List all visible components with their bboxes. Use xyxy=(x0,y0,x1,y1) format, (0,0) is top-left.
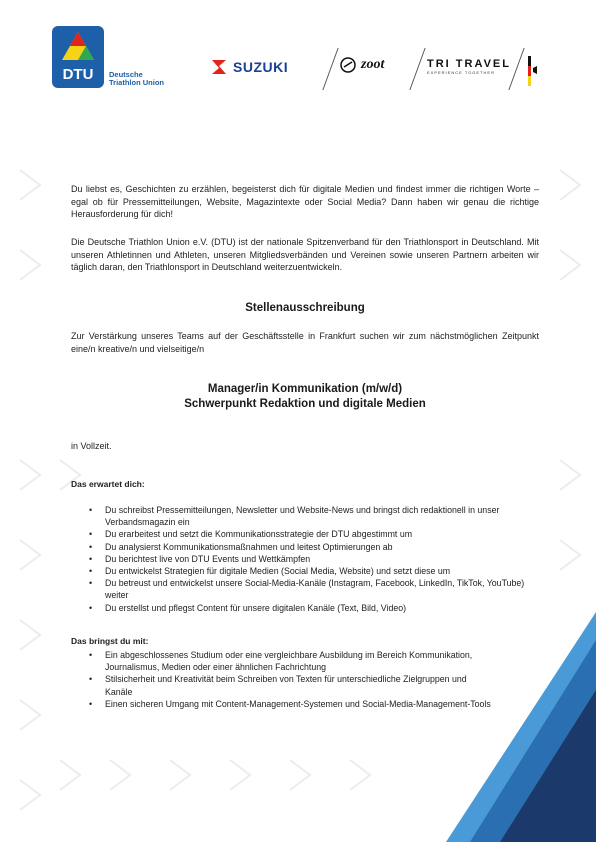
suzuki-s-icon xyxy=(209,58,229,76)
org-name-line2: Triathlon Union xyxy=(109,78,164,87)
list-item: • Du berichtest live von DTU Events und Wettkämpfen xyxy=(84,553,540,565)
eagle-flag-icon xyxy=(528,56,538,86)
list-item: • Du betreust und entwickelst unsere Social-Media-Kanäle (Instagram, Facebook, LinkedIn, TikTok, YouTube) weiter xyxy=(84,577,540,601)
org-name-line1: Deutsche xyxy=(109,70,143,79)
tritravel-tagline: EXPERIENCE TOGETHER xyxy=(427,70,495,75)
zoot-logo xyxy=(339,56,384,74)
tritravel-wordmark: TRI TRAVEL xyxy=(427,58,511,70)
list-item: • Du erstellst und pflegst Content für unsere digitalen Kanäle (Text, Bild, Video) xyxy=(84,602,540,614)
suzuki-wordmark: SUZUKI xyxy=(233,59,289,75)
tasks-label: Das erwartet dich: xyxy=(71,479,145,489)
intro-paragraph-2: Die Deutsche Triathlon Union e.V. (DTU) ist der nationale Spitzenverband für den Triathlonsport in Deutschland. Mit unseren Athletinnen und Athleten, unseren Mitgliedsverbänden und Vereinen sowie unseren Partnern arbeiten wir täglich daran, den Triathlonsport in Deutschland weiterzuentwickeln. xyxy=(71,237,539,273)
job-type: in Vollzeit. xyxy=(71,441,112,451)
list-item: • Du entwickelst Strategien für digitale Medien (Social Media, Website) und setzt diese um xyxy=(84,565,540,577)
suzuki-logo xyxy=(209,58,288,76)
stellen-intro: Zur Verstärkung unseres Teams auf der Geschäftsstelle in Frankfurt suchen wir zum nächstmöglichen Zeitpunkt eine/n kreative/n und vielseitige/n xyxy=(71,331,539,354)
list-item: • Du analysierst Kommunikationsmaßnahmen und leitest Optimierungen ab xyxy=(84,541,540,553)
zoot-circle-icon xyxy=(339,56,357,74)
dtu-logo xyxy=(52,26,104,88)
list-item: • Einen sicheren Umgang mit Content-Management-Systemen und Social-Media-Management-Tools xyxy=(84,698,494,710)
svg-text:DTU: DTU xyxy=(62,66,94,83)
list-item: • Stilsicherheit und Kreativität beim Schreiben von Texten für unterschiedliche Zielgruppen und Kanäle xyxy=(84,673,494,697)
tritravel-logo xyxy=(427,58,511,75)
zoot-wordmark: zoot xyxy=(361,57,385,72)
intro-paragraph-1: Du liebst es, Geschichten zu erzählen, begeisterst dich für digitale Medien und findest immer die richtigen Worte – egal ob für Pressemitteilungen, Website, Magazintexte oder Social Media? Dann haben wir genau die richtige Herausforderung für dich! xyxy=(71,184,539,220)
job-title-block xyxy=(71,382,539,412)
job-title-line2: Schwerpunkt Redaktion und digitale Medien xyxy=(184,398,426,410)
list-item: • Du schreibst Pressemitteilungen, Newsletter und Website-News und bringst dich redaktionell in unser Verbandsmagazin ein xyxy=(84,504,540,528)
job-title-line1: Manager/in Kommunikation (m/w/d) xyxy=(207,383,403,395)
section-title-stellenausschreibung: Stellenausschreibung xyxy=(245,302,365,314)
tasks-list xyxy=(84,504,540,614)
list-item: • Du erarbeitest und setzt die Kommunikationsstrategie der DTU abgestimmt um xyxy=(84,528,540,540)
profile-list xyxy=(84,649,494,710)
list-item: • Ein abgeschlossenes Studium oder eine vergleichbare Ausbildung im Bereich Kommunikation, Journalismus, Medien oder einer ähnlichen Fachrichtung xyxy=(84,649,494,673)
federal-ministry-logo xyxy=(528,50,572,90)
profile-label: Das bringst du mit: xyxy=(71,636,149,646)
org-name xyxy=(109,71,164,87)
